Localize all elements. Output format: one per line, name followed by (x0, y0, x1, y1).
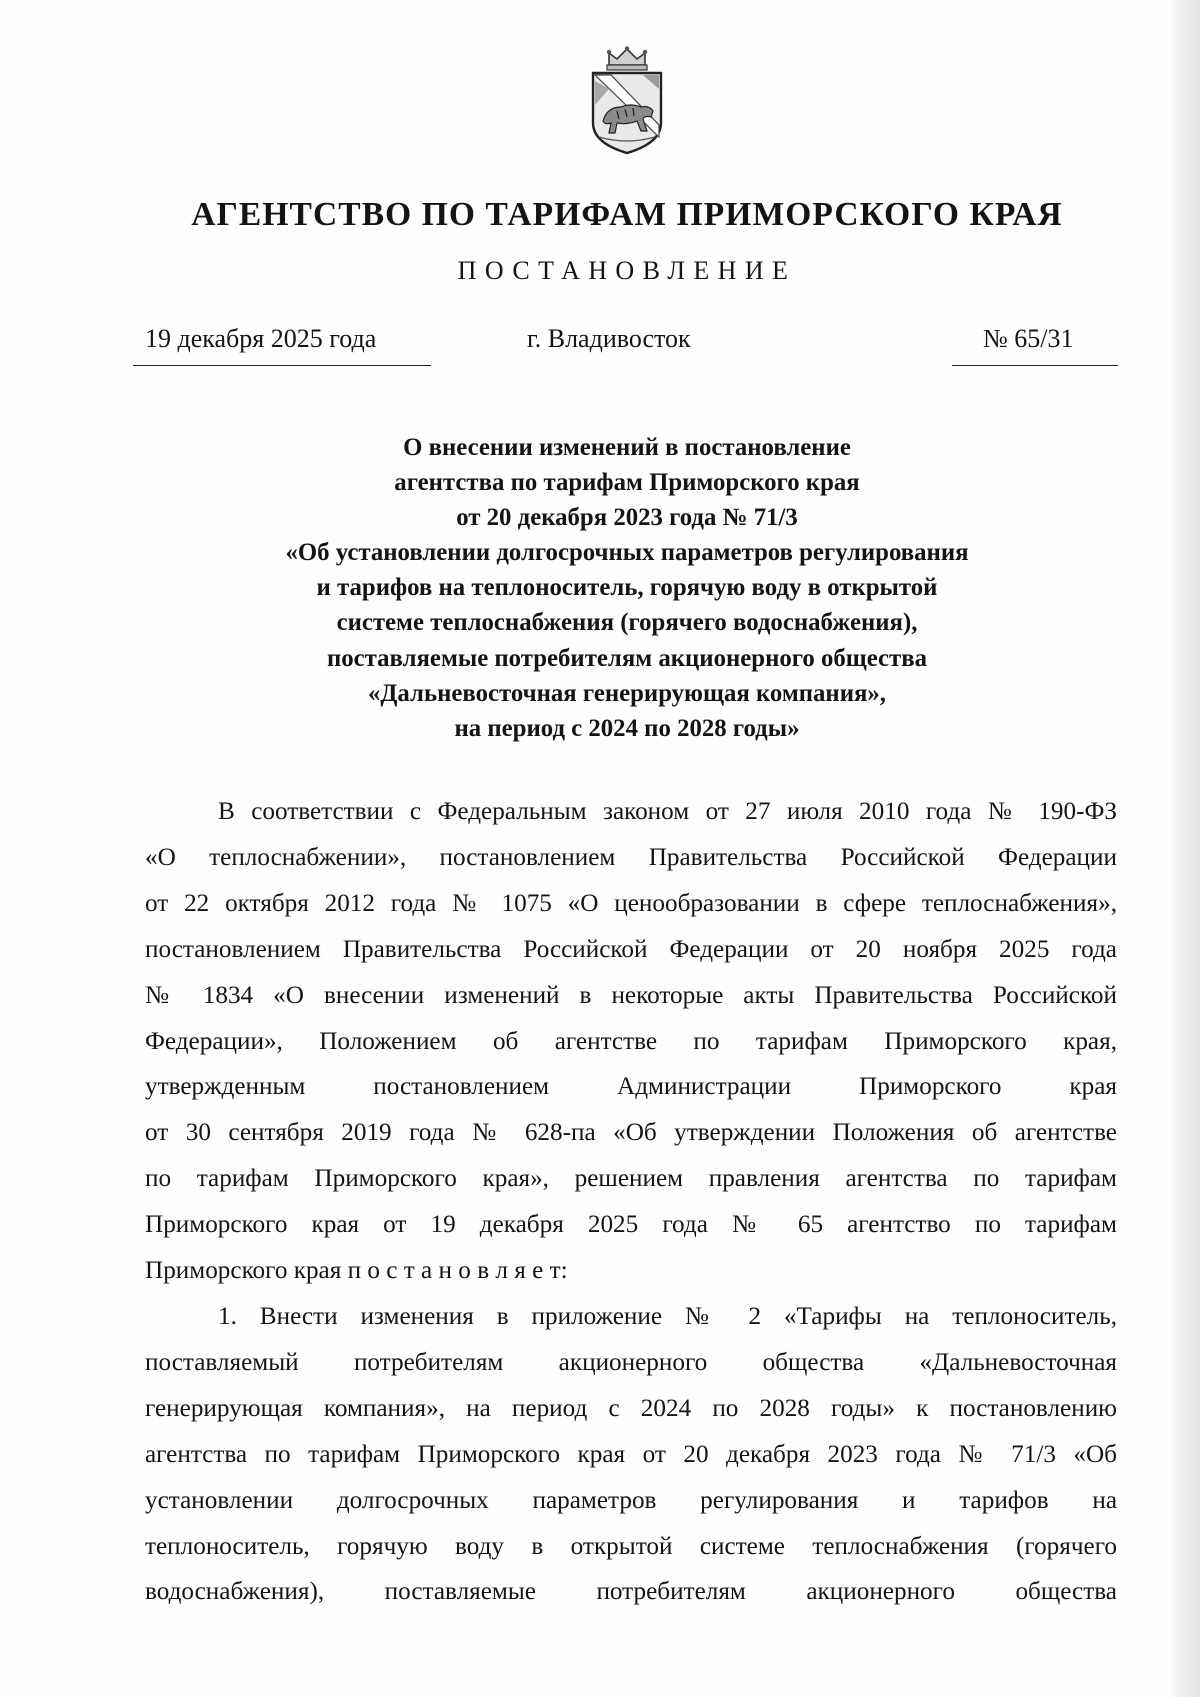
preamble-line: № 1834 «О внесении изменений в некоторые акты Правительства Российской (145, 981, 1117, 1009)
number-underline (952, 365, 1118, 366)
preamble-line: утвержденным постановлением Администрации Приморского края (145, 1073, 1117, 1101)
clause-line: агентства по тарифам Приморского края от 20 декабря 2023 года № 71/3 «Об (145, 1440, 1117, 1468)
agency-name: АГЕНТСТВО ПО ТАРИФАМ ПРИМОРСКОГО КРАЯ (191, 196, 1063, 233)
preamble-line: от 22 октября 2012 года № 1075 «О ценообразовании в сфере теплоснабжения», (145, 889, 1117, 917)
title-line: и тарифов на теплоноситель, горячую воду в открытой (316, 574, 938, 602)
title-line: системе теплоснабжения (горячего водоснабжения), (336, 609, 918, 637)
preamble-line: постановлением Правительства Российской Федерации от 20 ноября 2025 года (145, 935, 1117, 963)
preamble-line: по тарифам Приморского края», решением правления агентства по тарифам (145, 1165, 1117, 1193)
date-underline (133, 365, 431, 366)
document-city: г. Владивосток (527, 324, 691, 353)
document-number: № 65/31 (983, 324, 1074, 353)
preamble-line: Приморского края п о с т а н о в л я е т: (145, 1257, 568, 1285)
preamble-line: от 30 сентября 2019 года № 628-па «Об утверждении Положения об агентстве (145, 1119, 1117, 1147)
clause-line: водоснабжения), поставляемые потребителям акционерного общества (145, 1578, 1117, 1606)
clause-line: поставляемый потребителям акционерного общества «Дальневосточная (145, 1348, 1117, 1376)
coat-of-arms-icon (587, 45, 667, 157)
title-line: «Дальневосточная генерирующая компания», (367, 679, 887, 707)
clause-line: 1. Внести изменения в приложение № 2 «Тарифы на теплоноситель, (218, 1302, 1117, 1330)
clause-line: установлении долгосрочных параметров регулирования и тарифов на (145, 1486, 1117, 1514)
title-line: «Об установлении долгосрочных параметров регулирования (285, 539, 969, 567)
title-line: О внесении изменений в постановление (403, 434, 851, 461)
preamble-line: В соответствии с Федеральным законом от 27 июля 2010 года № 190-ФЗ (218, 798, 1117, 825)
title-line: от 20 декабря 2023 года № 71/3 (456, 504, 798, 532)
clause-line: теплоноситель, горячую воду в открытой системе теплоснабжения (горячего (145, 1532, 1117, 1560)
preamble-line: Федерации», Положением об агентстве по тарифам Приморского края, (145, 1027, 1117, 1055)
document-body (145, 789, 1117, 1615)
title-line: агентства по тарифам Приморского края (394, 469, 860, 497)
title-line: поставляемые потребителям акционерного общества (326, 644, 928, 672)
document-type: ПОСТАНОВЛЕНИЕ (457, 256, 797, 285)
clause-line: генерирующая компания», на период с 2024 по 2028 годы» к постановлению (145, 1394, 1117, 1422)
title-line: на период с 2024 по 2028 годы» (454, 714, 800, 742)
document-title (0, 430, 1200, 746)
page-edge-shadow (1166, 0, 1200, 1697)
preamble-line: Приморского края от 19 декабря 2025 года № 65 агентство по тарифам (145, 1211, 1117, 1239)
document-date: 19 декабря 2025 года (145, 324, 377, 353)
preamble-line: «О теплоснабжении», постановлением Правительства Российской Федерации (145, 843, 1117, 871)
